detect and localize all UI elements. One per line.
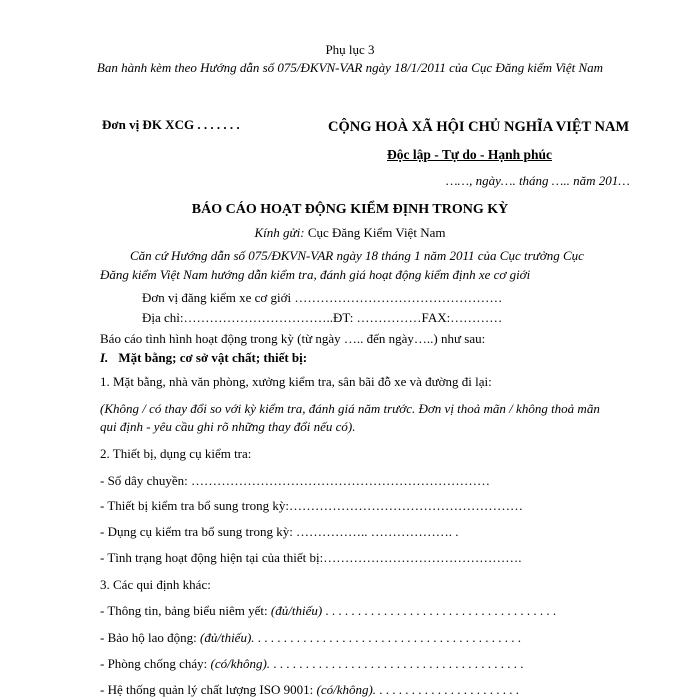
fire-option: (có/không). xyxy=(210,656,271,671)
iso-dots: . . . . . . . . . . . . . . . . . . . . . . xyxy=(376,682,520,697)
section-1-heading xyxy=(100,350,307,366)
unit-header: Đơn vị ĐK XCG . . . . . . . xyxy=(102,117,240,132)
recipient-line xyxy=(0,225,700,241)
basis-line-1: Căn cứ Hướng dẫn số 075/ĐKVN-VAR ngày 18 tháng 1 năm 2011 của Cục trưởng Cục xyxy=(130,248,584,263)
safety-option: (đủ/thiếu). xyxy=(200,630,255,645)
note-line-2: qui định - yêu cầu ghi rõ những thay đổi nếu có). xyxy=(100,419,356,434)
basis-line-2: Đăng kiểm Việt Nam hướng dẫn kiểm tra, đánh giá hoạt động kiểm định xe cơ giới xyxy=(100,267,531,282)
national-motto: Độc lập - Tự do - Hạnh phúc xyxy=(387,147,553,162)
nation-title: CỘNG HOÀ XÃ HỘI CHỦ NGHĨA VIỆT NAM xyxy=(328,119,630,135)
item-3: 3. Các qui định khác: xyxy=(100,577,211,592)
section-1-title: Mặt bằng; cơ sở vật chất; thiết bị: xyxy=(118,350,308,365)
recipient-value: Cục Đăng Kiểm Việt Nam xyxy=(304,225,446,240)
notices-dots: . . . . . . . . . . . . . . . . . . . . . . . . . . . . . . . . . . . . xyxy=(322,603,557,618)
dash-line-status: - Tình trạng hoạt động hiện tại của thiết bị:………………………………………. xyxy=(100,550,522,565)
fire-label: - Phòng chống cháy: xyxy=(100,656,211,671)
notices-option: (đủ/thiếu) xyxy=(270,603,323,618)
address-line: Địa chỉ:……………………………..ĐT: ……………FAX:………… xyxy=(142,310,503,325)
appendix-subtitle: Ban hành kèm theo Hướng dẫn số 075/ĐKVN-VAR ngày 18/1/2011 của Cục Đăng kiểm Việt Nam xyxy=(96,60,604,75)
section-1-number: I. xyxy=(100,350,109,365)
appendix-title: Phụ lục 3 xyxy=(325,42,375,57)
dateline: ……, ngày…. tháng ….. năm 201… xyxy=(446,173,630,188)
dash-line-iso xyxy=(100,682,519,698)
intro-line: Báo cáo tình hình hoạt động trong kỳ (từ ngày ….. đến ngày…..) như sau: xyxy=(100,331,486,346)
dash-line-equipment: - Thiết bị kiểm tra bổ sung trong kỳ:……………………………………………… xyxy=(100,498,523,513)
dash-line-notices xyxy=(100,603,556,619)
safety-label: - Bảo hộ lao động: xyxy=(100,630,201,645)
notices-label: - Thông tin, bảng biểu niêm yết: xyxy=(100,603,271,618)
iso-option: (có/không). xyxy=(316,682,377,697)
iso-label: - Hệ thống quản lý chất lượng ISO 9001: xyxy=(100,682,317,697)
dash-line-safety xyxy=(100,630,521,646)
note-line-1: (Không / có thay đổi so với kỳ kiểm tra, đánh giá năm trước. Đơn vị thoả mãn / không thoả mãn xyxy=(100,401,600,416)
unit-name-line: Đơn vị đăng kiểm xe cơ giới ………………………………………… xyxy=(142,290,503,305)
safety-dots: . . . . . . . . . . . . . . . . . . . . . . . . . . . . . . . . . . . . . . . . . xyxy=(254,630,522,645)
dash-line-lines: - Số dây chuyền: …………………………………………………………… xyxy=(100,473,490,488)
dash-line-tools: - Dụng cụ kiểm tra bổ sung trong kỳ: …………….. ………………. . xyxy=(100,524,459,539)
report-title: BÁO CÁO HOẠT ĐỘNG KIỂM ĐỊNH TRONG KỲ xyxy=(191,202,509,217)
dash-line-fire xyxy=(100,656,524,672)
recipient-label: Kính gửi: xyxy=(254,225,305,240)
item-1: 1. Mặt bằng, nhà văn phòng, xưởng kiểm tra, sân bãi đỗ xe và đường đi lại: xyxy=(100,374,492,389)
fire-dots: . . . . . . . . . . . . . . . . . . . . . . . . . . . . . . . . . . . . . . . xyxy=(270,656,524,671)
item-2: 2. Thiết bị, dụng cụ kiểm tra: xyxy=(100,446,252,461)
